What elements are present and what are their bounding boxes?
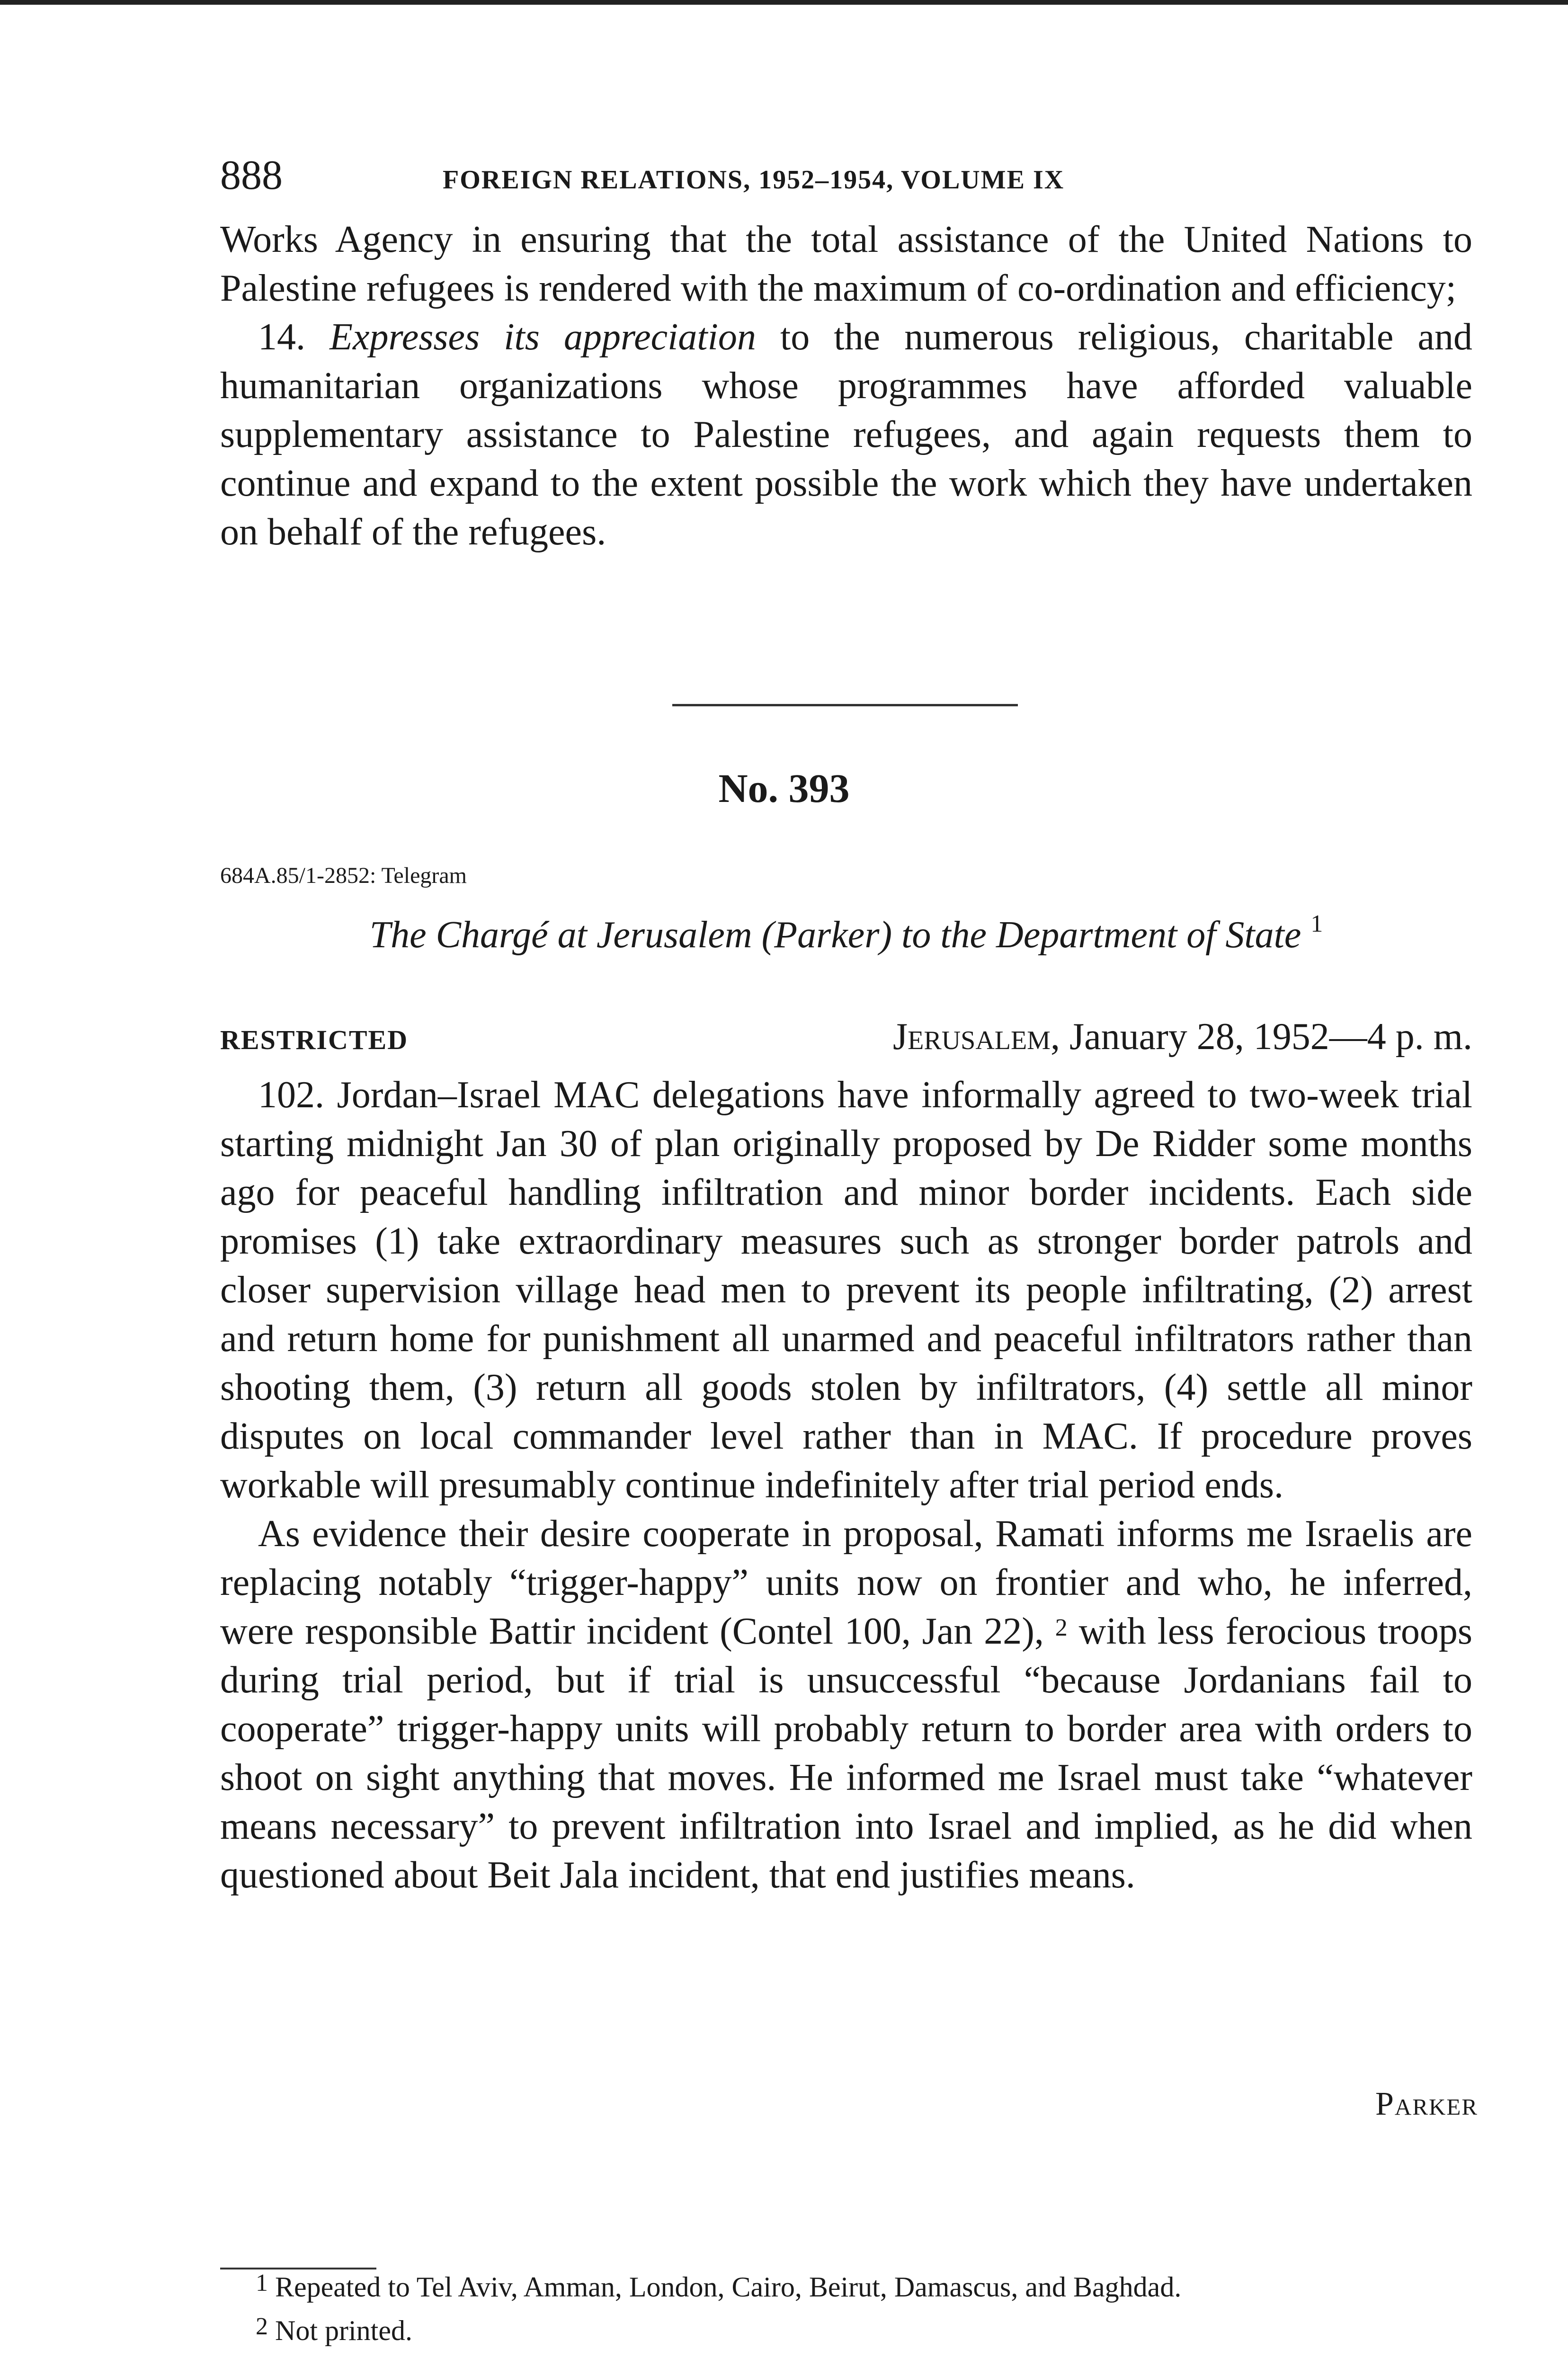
heading-footnote-mark: 1 (1310, 910, 1323, 937)
footnote-1 (256, 2265, 1487, 2309)
footnote-2-mark: 2 (256, 2313, 268, 2340)
dateline (220, 1015, 1472, 1063)
footnote-2-text: Not printed. (275, 2315, 412, 2346)
item-14-number: 14. (258, 316, 305, 358)
section-divider (672, 704, 1018, 706)
document-heading-text: The Chargé at Jerusalem (Parker) to the Department of State (369, 914, 1301, 956)
paragraph-footnote-mark: 2 (1055, 1614, 1068, 1641)
footnotes (256, 2265, 1487, 2352)
page-number: 888 (220, 152, 283, 198)
signature: Parker (1375, 2086, 1478, 2122)
continued-paragraph: Works Agency in ensuring that the total assistance of the United Nations to Palestine refugees is rendered with the maximum of co-ordination and efficiency; (220, 219, 1472, 309)
item-14-emphasis: Expresses its appreciation (330, 316, 756, 358)
telegram-paragraph-2-part-2: with less ferocious troops during trial period, but if trial is unsuccessful “because Jordanians fail to cooperate” trigger-happy units will probably return to border area with orders to shoot on sight anything that moves. He informed me Israel must take “whatever means necessary” to prevent infiltration into Israel and implied, as he did when questioned about Beit Jala incident, that end justifies means. (220, 1611, 1473, 1896)
document-number: No. 393 (718, 765, 850, 811)
footnote-1-mark: 1 (256, 2269, 268, 2296)
place-date (893, 1015, 1472, 1059)
item-14-text: to the numerous religious, charitable and humanitarian organizations whose programmes have afforded valuable supplementary assistance to Palestine refugees, and again requests them to continue and expand to the extent possible the work which they have undertaken on behalf of the refugees. (220, 316, 1473, 553)
footnote-1-text: Repeated to Tel Aviv, Amman, London, Cairo, Beirut, Damascus, and Baghdad. (275, 2271, 1182, 2303)
telegram-paragraph-1: 102. Jordan–Israel MAC delegations have informally agreed to two-week trial starting midnight Jan 30 of plan originally proposed by De Ridder some months ago for peaceful handling infiltration and minor border incidents. Each side promises (1) take extraordinary measures such as stronger border patrols and closer supervision village head men to prevent its people infiltrating, (2) arrest and return home for punishment all unarmed and peaceful infiltrators rather than shooting them, (3) return all goods stolen by infiltrators, (4) settle all minor disputes on local commander level rather than in MAC. If procedure proves workable will presumably continue indefinitely after trial period ends. (220, 1074, 1472, 1506)
file-reference: 684A.85/1-2852: Telegram (220, 863, 467, 888)
page-header (220, 151, 1475, 204)
document-heading (220, 910, 1472, 957)
telegram-paragraph-2-part-1: As evidence their desire cooperate in proposal, Ramati informs me Israelis are replacing notably “trigger-happy” units now on frontier and who, he inferred, were responsible Battir incident (Contel 100, Jan 22), (220, 1513, 1472, 1652)
continued-text (220, 215, 1472, 557)
item-14-paragraph (220, 313, 1472, 557)
page-top-edge (0, 0, 1568, 5)
footnote-2 (256, 2309, 1487, 2352)
date-time: , January 28, 1952—4 p. m. (1050, 1016, 1472, 1058)
classification-label: RESTRICTED (220, 1024, 409, 1055)
place: Jerusalem (893, 1016, 1051, 1058)
telegram-body (220, 1071, 1472, 1900)
telegram-paragraph-2 (220, 1510, 1472, 1900)
running-title: FOREIGN RELATIONS, 1952–1954, VOLUME IX (443, 165, 1065, 195)
